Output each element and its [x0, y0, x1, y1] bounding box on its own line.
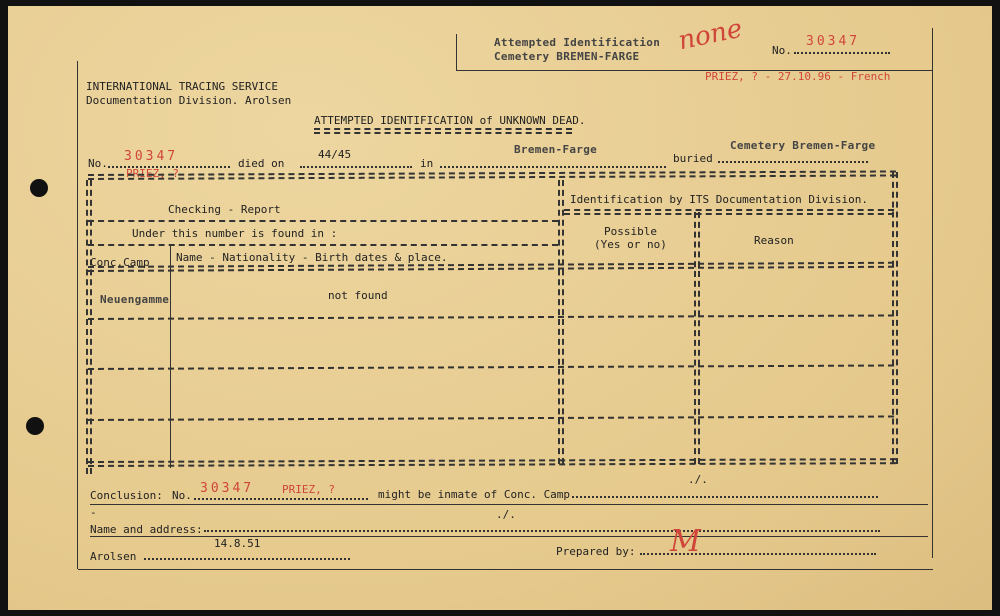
name-address-label: Name and address:	[90, 523, 203, 536]
col-divider-possible	[694, 212, 700, 464]
conclusion-name-value: PRIEZ, ?	[282, 483, 335, 496]
footer-place-dots	[144, 558, 350, 560]
conclusion-camp-value: ./.	[688, 473, 708, 486]
record-name-value: PRIEZ, ?	[126, 167, 179, 180]
page-title: ATTEMPTED IDENTIFICATION of UNKNOWN DEAD.	[314, 114, 586, 127]
record-in-dots	[440, 166, 666, 168]
conclusion-no-value: 30347	[200, 481, 255, 496]
header-no-dots	[794, 52, 890, 54]
frame-bottom	[78, 569, 933, 570]
header-no-label: No.	[772, 44, 792, 57]
header-rule-1	[88, 220, 558, 222]
identification-header: Identification by ITS Documentation Division.	[570, 193, 869, 206]
col-divider-camp	[170, 246, 171, 468]
table-right	[892, 172, 898, 464]
header-rule-right	[564, 209, 894, 215]
checking-header: Checking - Report	[168, 203, 281, 216]
conclusion-label: Conclusion:	[90, 489, 163, 502]
col-camp-header: Conc.Camp	[90, 256, 150, 269]
table-bottom	[88, 458, 896, 467]
conclusion-rule	[90, 504, 928, 505]
frame-left	[77, 61, 78, 569]
record-died-value: 44/45	[318, 148, 352, 161]
header-no-value: 30347	[806, 34, 861, 49]
header-line1: Attempted Identification	[494, 36, 661, 49]
record-in-label: in	[420, 157, 434, 170]
col-name-header: Name - Nationality - Birth dates & place.	[176, 251, 448, 264]
record-buried-dots	[718, 161, 868, 163]
possible-header: Possible	[604, 225, 657, 238]
record-buried-label: buried	[673, 152, 713, 165]
table-top	[88, 170, 896, 180]
title-underline	[314, 128, 572, 134]
conclusion-text: might be inmate of Conc. Camp	[378, 488, 571, 501]
name-address-dots	[204, 530, 880, 532]
conclusion-blank-value: ./.	[496, 508, 516, 521]
punch-hole-bottom	[26, 417, 44, 435]
record-died-label: died on	[238, 157, 285, 170]
footer-place: Arolsen	[90, 550, 137, 563]
punch-hole-top	[30, 179, 48, 197]
header-note: PRIEZ, ? - 27.10.96 - French	[705, 70, 891, 83]
record-no-label: No.	[88, 157, 108, 170]
row-rule-1	[88, 314, 894, 320]
conclusion-camp-dots	[572, 496, 878, 498]
row1-name: not found	[328, 289, 388, 302]
footer-date: 14.8.51	[214, 537, 261, 550]
prepared-label: Prepared by:	[556, 545, 636, 558]
document-card	[8, 6, 992, 610]
frame-right	[932, 28, 933, 558]
record-buried-value: Cemetery Bremen-Farge	[730, 139, 876, 152]
table-left	[86, 180, 92, 474]
record-died-dots	[300, 166, 412, 168]
header-line2: Cemetery BREMEN-FARGE	[494, 50, 640, 63]
reason-header: Reason	[754, 234, 794, 247]
under-number-text: Under this number is found in :	[132, 227, 338, 240]
col-divider-main	[558, 180, 564, 464]
header-rule-2	[88, 244, 558, 246]
conclusion-dash: -	[90, 506, 97, 519]
row1-camp: Neuengamme	[100, 293, 170, 306]
row-rule-2	[88, 364, 894, 370]
row-rule-3	[88, 415, 894, 421]
org-division: Documentation Division. Arolsen	[86, 94, 292, 107]
conclusion-no-label: No.	[172, 489, 192, 502]
org-name: INTERNATIONAL TRACING SERVICE	[86, 80, 279, 93]
possible-sub: (Yes or no)	[594, 238, 667, 251]
record-in-value: Bremen-Farge	[514, 143, 598, 156]
signature: M	[670, 524, 701, 559]
record-no-value: 30347	[124, 149, 179, 164]
header-handwritten: none	[675, 13, 745, 57]
conclusion-no-dots	[194, 498, 368, 500]
